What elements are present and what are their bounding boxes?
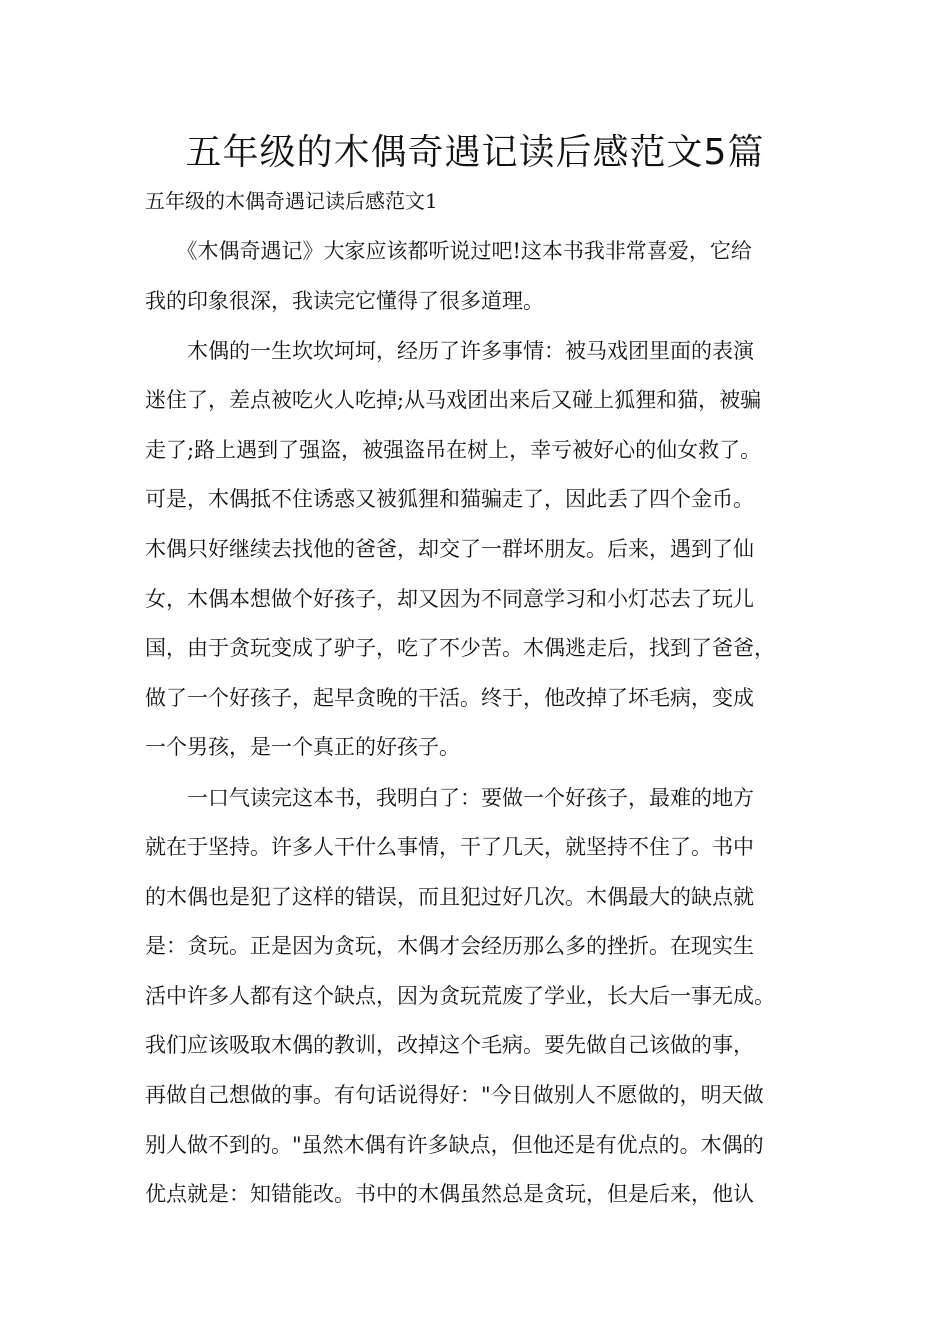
body-line: 是：贪玩。正是因为贪玩，木偶才会经历那么多的挫折。在现实生 <box>145 934 754 958</box>
body-line: 我的印象很深，我读完它懂得了很多道理。 <box>145 289 544 313</box>
body-line: 的木偶也是犯了这样的错误，而且犯过好几次。木偶最大的缺点就 <box>145 885 754 909</box>
body-line: 一个男孩，是一个真正的好孩子。 <box>145 735 460 759</box>
document-title: 五年级的木偶奇遇记读后感范文5篇 <box>185 132 765 173</box>
body-line: 别人做不到的。"虽然木偶有许多缺点，但他还是有优点的。木偶的 <box>145 1133 764 1157</box>
section-heading: 五年级的木偶奇遇记读后感范文1 <box>145 189 438 213</box>
body-line: 木偶的一生坎坎坷坷，经历了许多事情：被马戏团里面的表演 <box>145 339 754 363</box>
body-line: 国，由于贪玩变成了驴子，吃了不少苦。木偶逃走后，找到了爸爸， <box>145 636 775 660</box>
body-line: 一口气读完这本书，我明白了：要做一个好孩子，最难的地方 <box>145 786 754 810</box>
body-line: 就在于坚持。许多人干什么事情，干了几天，就坚持不住了。书中 <box>145 835 754 859</box>
body-line: 走了;路上遇到了强盗，被强盗吊在树上，幸亏被好心的仙女救了。 <box>145 438 762 462</box>
body-line: 女，木偶本想做个好孩子，却又因为不同意学习和小灯芯去了玩儿 <box>145 587 754 611</box>
body-line: 迷住了，差点被吃火人吃掉;从马戏团出来后又碰上狐狸和猫，被骗 <box>145 388 762 412</box>
body-line: 做了一个好孩子，起早贪晚的干活。终于，他改掉了坏毛病，变成 <box>145 686 754 710</box>
body-line: 可是，木偶抵不住诱惑又被狐狸和猫骗走了，因此丢了四个金币。 <box>145 487 754 511</box>
body-line: 《木偶奇遇记》大家应该都听说过吧!这本书我非常喜爱，它给 <box>145 239 752 263</box>
body-line: 木偶只好继续去找他的爸爸，却交了一群坏朋友。后来，遇到了仙 <box>145 537 754 561</box>
body-line: 优点就是：知错能改。书中的木偶虽然总是贪玩，但是后来，他认 <box>145 1182 754 1206</box>
body-line: 活中许多人都有这个缺点，因为贪玩荒废了学业，长大后一事无成。 <box>145 984 775 1008</box>
body-line: 再做自己想做的事。有句话说得好："今日做别人不愿做的，明天做 <box>145 1083 764 1107</box>
body-line: 我们应该吸取木偶的教训，改掉这个毛病。要先做自己该做的事， <box>145 1033 754 1057</box>
